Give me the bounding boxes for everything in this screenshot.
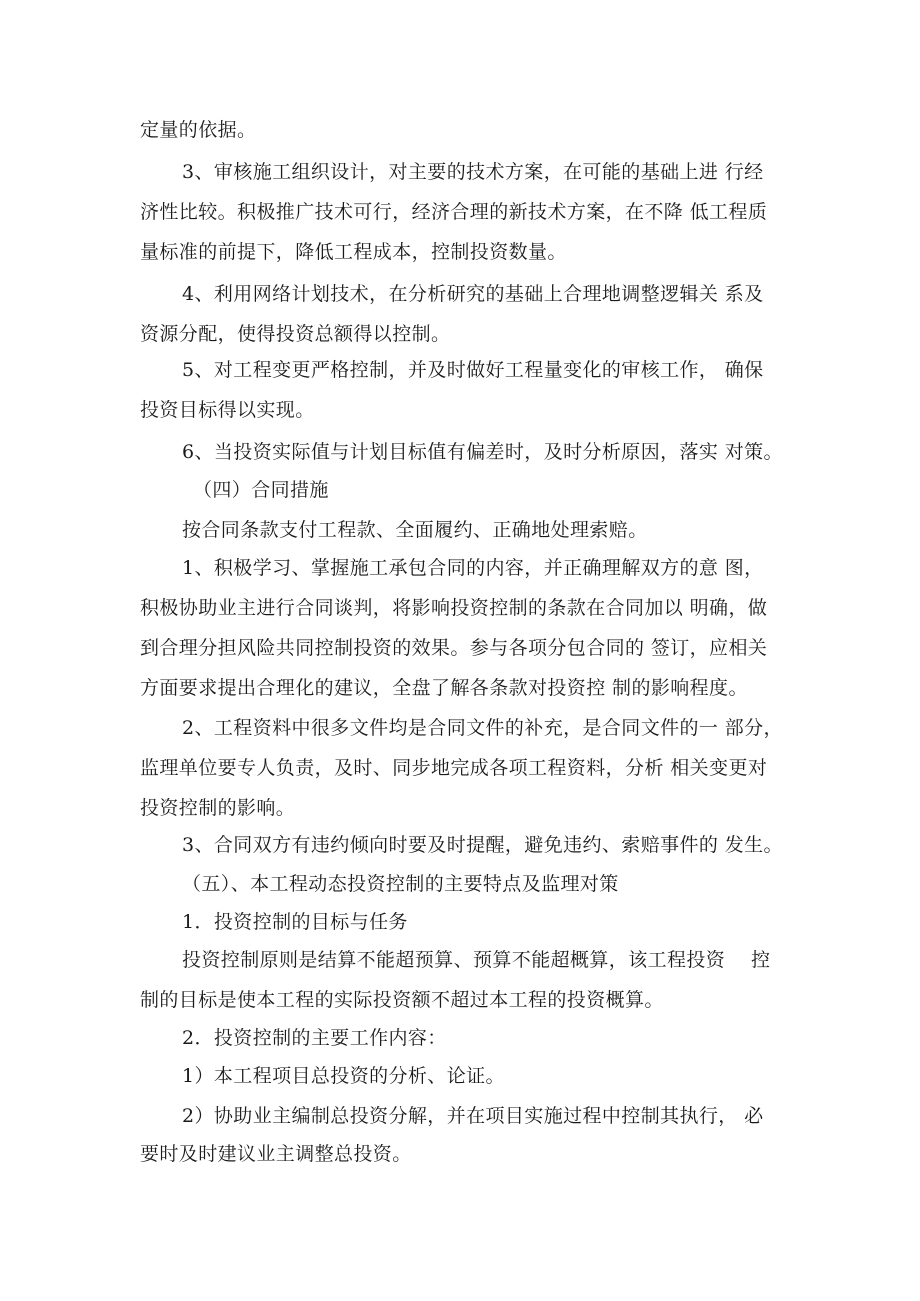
text-line-25: 1）本工程项目总投资的分析、论证。 [182,1065,505,1087]
text-line-19: 3、合同双方有违约倾向时要及时提醒，避免违约、索赔事件的 发生。 [182,834,783,856]
section-heading-4: （四）合同措施 [193,479,329,501]
text-line-17: 监理单位要专人负责，及时、同步地完成各项工程资料，分析 相关变更对 [140,757,768,779]
subheading-2: 2．投资控制的主要工作内容： [182,1027,447,1049]
text-line-15: 方面要求提出合理化的建议，全盘了解各条款对投资控 制的影响程度。 [140,677,748,699]
section-heading-5: （五）、本工程动态投资控制的主要特点及监理对策 [182,873,619,895]
text-line-11: 按合同条款支付工程款、全面履约、正确地处理索赔。 [182,519,648,541]
text-line-1: 定量的依据。 [140,119,257,141]
text-line-12: 1、积极学习、掌握施工承包合同的内容，并正确理解双方的意 图， [182,557,764,579]
text-line-22: 投资控制原则是结算不能超预算、预算不能超概算，该工程投资 控 [182,949,771,971]
text-line-6: 资源分配，使得投资总额得以控制。 [140,323,451,345]
text-line-26: 2）协助业主编制总投资分解，并在项目实施过程中控制其执行， 必 [182,1105,764,1127]
text-line-2: 3、审核施工组织设计，对主要的技术方案，在可能的基础上进 行经 [182,161,764,183]
text-line-7: 5、对工程变更严格控制，并及时做好工程量变化的审核工作， 确保 [182,359,764,381]
text-line-23: 制的目标是使本工程的实际投资额不超过本工程的投资概算。 [140,989,664,1011]
subheading-1: 1．投资控制的目标与任务 [182,911,408,933]
text-line-8: 投资目标得以实现。 [140,399,315,421]
text-line-16: 2、工程资料中很多文件均是合同文件的补充，是合同文件的一 部分， [182,717,783,739]
text-line-5: 4、利用网络计划技术，在分析研究的基础上合理地调整逻辑关 系及 [182,283,764,305]
text-line-4: 量标准的前提下，降低工程成本，控制投资数量。 [140,241,567,263]
text-line-18: 投资控制的影响。 [140,797,296,819]
text-line-13: 积极协助业主进行合同谈判，将影响投资控制的条款在合同加以 明确，做 [140,597,768,619]
text-line-9: 6、当投资实际值与计划目标值有偏差时，及时分析原因，落实 对策。 [182,441,783,463]
text-line-27: 要时及时建议业主调整总投资。 [140,1143,412,1165]
text-line-14: 到合理分担风险共同控制投资的效果。参与各项分包合同的 签订，应相关 [140,637,768,659]
text-line-3: 济性比较。积极推广技术可行，经济合理的新技术方案，在不降 低工程质 [140,201,768,223]
